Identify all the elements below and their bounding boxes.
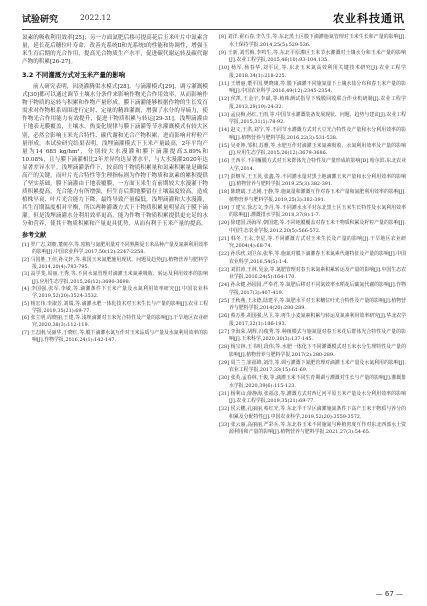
journal-logo: 农业科技通讯 (333, 12, 405, 25)
reference-item: [4] 李国强,张军,李敏,等.滴灌条件下玉米产量及水氮利用效率研究[J].中国农业科学,2019,52(20):3524-3532. (22, 285, 208, 300)
reference-item: [15] 吴亚坤,邹积,苏雅,等.水肥互作对滴灌玉米氮素吸收、水氮利用效率及产量的影响[J].应用生态学报,2015,26(12):3679-3686. (219, 142, 406, 157)
reference-item: [29] 周兰兰,崔福锦,刘洋,等.调亏灌溉下氮肥管理对滴灌玉米产量及水氮利用的影响[J].农业工程学报,2017,33(15):61-69. (219, 359, 406, 374)
reference-item: [32] 侯云鹏,孔丽丽,蔡红光,等.东北半干旱区滴灌施氮条件下高产玉米干物质与养分的积累及分配特性[J].中国农业科学,2019,52(20):3559-3572. (219, 406, 406, 420)
reference-item: [10] 杨军,杨春华,刘平民,等.东北玉米氮高效利用关键技术研究[J].农业工程学报,2018,34(1):218-225. (219, 65, 406, 79)
reference-item: [23] 刘洪涛,王林,吴金,等.氮肥管理对春玉米氮素积累转运及产量的影响[J].中国生态农业学报,2016,24(5):164-170. (219, 266, 406, 281)
intro-paragraph: 氮素的吸收利用效率[25]；另一方面氮肥后移可提高花后玉米叶片中氮素含量，延长花后穗位叶寿命，改善光系统Ⅱ和光系统Ⅰ的性能和协调性，增强玉米生育后期的光合作用，提高光合物质生产水平，促进碳代谢运转及碳代谢产物的积累[26-27]。 (22, 35, 208, 66)
reference-item: [9] 王新,刘雪梅,李鸣生,等.东北平原灌区玉米节水灌溉对土壤水分和玉米产量的影响[J].农业工程学报,2015,46(10):93-104,135. (219, 49, 406, 64)
reference-item: [28] 杨宝林,王书明,段伟,等.水肥一体化下不同灌溉模式对玉米水分生理特性及产量的影响[J].植物营养与肥料学报,2017(2):280-289. (219, 344, 406, 358)
reference-item: [18] 陈晓斌,王志刚,于静,等.施氮量和灌溉互作对春玉米产量和氮肥利用效率的影响[J].植物营养与肥料学报,2019,25(3):382-391. (219, 189, 406, 203)
reference-item: [27] 李海荣,胡辉,冯俊秀,等.种植模式与施氮量对春玉米花后群体光合特性及产量的影响[J].玉米科学,2020,30(3):137-145. (219, 328, 406, 343)
reference-item: [5] 杨宏伟,李淑芳,刘瑞,等.滴灌水肥一体化技术对玉米生长与产量的影响[J].农业工程学报,2019,35(21):69-77. (22, 300, 208, 314)
reference-item: [30] 张英,孟春林,王俊,等.滴灌玉米不同生育期调亏灌溉对生长与产量的影响[J].灌溉排水学报,2020,39(6):115-123. (219, 375, 406, 389)
reference-item: [8] 刘洋,翟石春,李久生,等.东北黑土区膜下滴灌施氮管理对玉米生长和产量的影响[J].水土保持学报,2014,25(5):529-536. (219, 34, 406, 48)
reference-item: [16] 王西平.不同覆膜方式对玉米群体光合特性及产量形成的影响[D].哈尔滨:东北农业大学,2014. (219, 158, 406, 172)
header-rule (22, 29, 405, 30)
reference-item: [26] 蔡万胜,胡国强,丛卫,等.再生小麦氮素积累与转运及氮素利用效率研究[J].华北农学报,2017,32(1):186-193. (219, 313, 406, 327)
reference-item: [21] 韩冬,王永,李星,等.不同灌溉方式对玉米生长及产量的影响[J].干旱地区农业研究,2004(4):68-74. (219, 235, 406, 250)
reference-item: [3] 高学斐,周丽,王秀,等.不同水氮管理对滴灌玉米氮素吸收、转运及利用效率的影响[J].应用生态学报,2015,26(12):3690-3698. (22, 271, 208, 285)
body-paragraph: 前人研究表明，因浇灌腾渠水模式[28]、与滴灌模式[29]、调亏灌溉模式[30]都可以通过调节土壤水分条件来影响作物光合作用效率，从而影响作物干物质的运转与积累和作物产量形成。膜下滴灌能够根据作物的生长发育需求对作物根系周围进行定时、定量的精准灌溉，增强了水分的导墒力，使作物光合作用能力有效提升，促进干物质积累与转运[29-31]。浅埋滴灌由于地表无膜覆盖，土壤水、热变化规律与膜下滴灌等节水灌溉模式有较大区别，必然会影响玉米光合特性、碳代谢和光合产物积累，进而影响对籽粒产量形成。本试验研究结果表明，浅埋滴灌模式下玉米产量最高，2年平均产量为14 685 kg/hm²，分别较大水漫灌和膜下滴灌提高3.89%和10.08%，且与膜下滴灌相比2年差异均达显著水平，与大水漫灌2020年达显著差异水平。浅埋滴灌条件下，较高的干物质积累量和氮素积累量是确保高产的关键，而叶片光合特性等生理指标则为作物干物质和氮素的累积提供了坚实基础。膜下滴灌由于地表覆膜，一方面玉米生育前期较大水漫灌干物质积累提高，光合能力有所增强，但生育后期地膜留存土壤温度较高，造成植株早衰、叶片光合能力下降，最终导致产量偏低。浅埋滴灌和大水漫灌，其生育期温度相对平衡，所以两种灌溉方式下干物质积累量明显高于膜下滴灌。但是浅埋滴灌水分利用效率更高，能为作物干物质积累提供更充足的水分和营养，使其干物质积累和产量更具优势，从而有利于玉米产量的提高。 (22, 84, 208, 228)
page-header (22, 10, 405, 28)
references-heading: 参考文献 (22, 232, 47, 240)
reference-item: [19] 丁建宝,徐志文,李丹,等.不同灌水水平对东北黑土区玉米生长特性及水氮利用效率的影响[J].灌溉排水学报,2018,37(8):1-7. (219, 204, 406, 219)
left-column (22, 34, 208, 344)
reference-item: [2] 马国胜,王佳,孙文轩,等.我国玉米氮肥施用现状、问题及趋势[J].植物营养与肥料学报,2014,20(4):783-795. (22, 256, 208, 271)
page-number: — 67 — (375, 590, 403, 598)
journal-section-title: 试验研究 (22, 15, 59, 25)
reference-item: [7] 王志刚,吴丽华,于晓红,等.膜下滴灌水氮互作对玉米品质与产量及水氮利用效率的影响[J].作物学报,2016,24(1):142-147. (22, 329, 208, 343)
right-column (219, 34, 406, 437)
reference-item: [24] 孙永健,孙园园,严奉君,等.氮肥后移对不同氮效率水稻花后碳氮代谢的影响[J].作物学报,2017(3):407-419. (219, 282, 406, 296)
reference-item: [25] 王秋燕,王永德,陆建平,等.氮肥水平对玉米穗位叶光合特性及产量的影响[J].植物营养与肥料学报,2014(20):280-289. (219, 297, 406, 312)
reference-item: [20] 徐建国,汤海军,朝国建,等.不同地膜覆盖对春玉米干物质积累及籽粒产量的影响[J].中国生态农业学报,2012,20(5):566-572. (219, 220, 406, 234)
issue-date: 2022.12 (80, 13, 112, 22)
reference-item: [22] 孙乐欣,刘卫东,张华,等.施氮对膜下滴灌春玉米氮素代谢特征及产量的影响[J].中国农业科学,2016,54(5):1-4. (219, 251, 406, 265)
right-reference-list (219, 34, 406, 437)
reference-item: [11] 王增丽,董平国,樊晓康,等.膜下滴灌不同施氮量下土壤水盐分布和春玉米产量的影响[J].中国农业科学,2016,49(12):2345-2354. (219, 80, 406, 95)
reference-item: [12] 侯凯,王金宇,李斌,等.植株测试指导下残膜回收联合作业机研制[J].农业工程学报,2013,29(19):24-32. (219, 96, 406, 110)
reference-item: [31] 杨利山,薛静海,张福彦,等.灌溉方式对西辽河平原玉米产量及水分利用效率的影响[J].农业工程学报,2019,35(21):69-77. (219, 390, 406, 405)
section-heading: 3.2 不同灌溉方式对玉米产量的影响 (22, 71, 126, 80)
reference-item: [33] 张云丽,高丽丽,严彩兵,等.东北春玉米不同施氮与种植密度互作对东北西部水土资源利用和产量的影响[J].植物营养与肥料学报,2021,27(3):54-65. (219, 421, 406, 436)
reference-item: [14] 赵文,王洪,刘宁,等.不同节水灌溉方式对大豆光合特性及产量和水分利用效率的影响[J].植物营养与肥料学报,2016,22(3):531-538. (219, 127, 406, 141)
reference-item: [13] 孟良梅,孙红,王雨,等.中国节水灌溉装备发展现状、问题、趋势与建议[J].农业工程学报,2015,31(1):78-92. (219, 111, 406, 126)
reference-item: [1] 罗广志,刘朝,董树亭,等.密植与氮肥用量对不同熟期夏玉米品种产量及氮素利用效率的影响[J].中国农业科学,2017,50(12):2247-2258. (22, 242, 208, 256)
reference-item: [17] 彭继军,王玉英,张鑫,等.不同灌水量对黑土地滴灌玉米产量和水分利用效率的影响[J].植物营养与肥料学报,2019,25(3):382-391. (219, 173, 406, 188)
reference-item: [6] 张立明,周晓丽,王建,等.浅埋滴灌对玉米光合特性及产量的影响[J].干旱地区农业研究,2020,38(3):112-119. (22, 315, 208, 329)
left-reference-list (22, 242, 208, 344)
